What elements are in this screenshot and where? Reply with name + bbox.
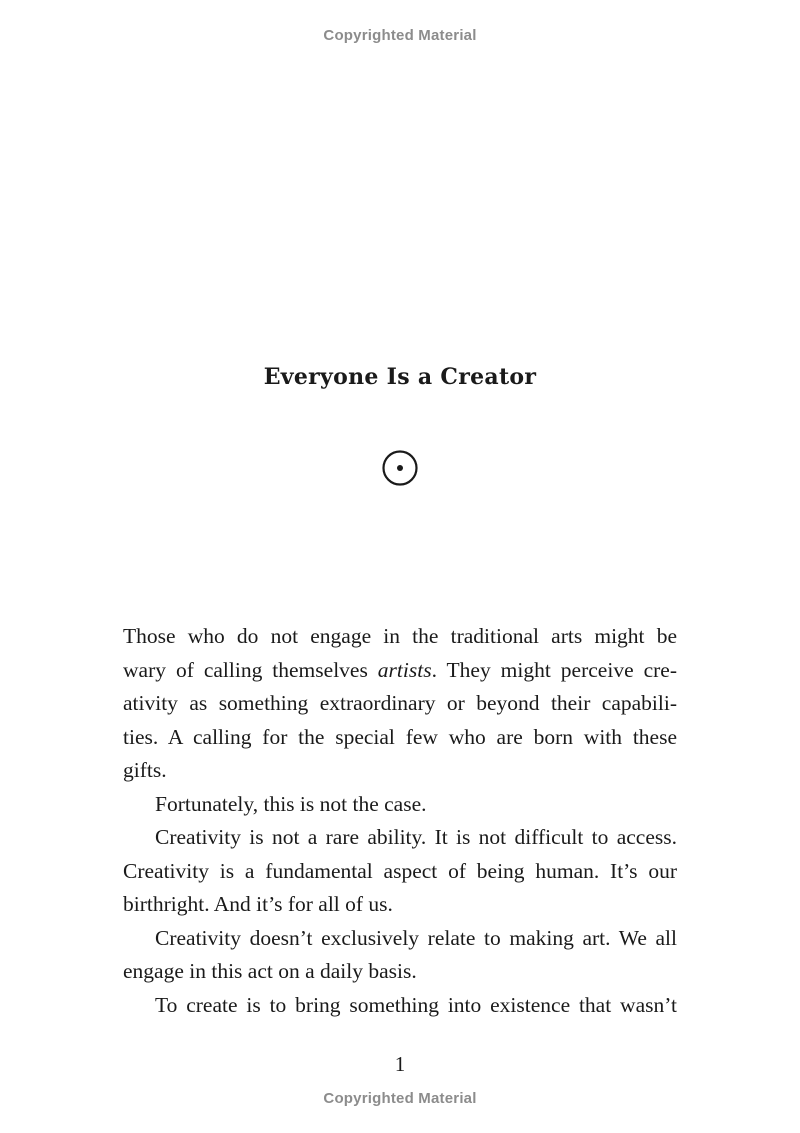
paragraph-3 [123, 821, 677, 922]
emphasis-artists: artists [377, 657, 432, 682]
body-text [123, 620, 677, 1022]
paragraph-5 [123, 989, 677, 1023]
copyright-watermark-bottom: Copyrighted Material [323, 1090, 477, 1107]
text-line: Creativity doesn’t exclusively relate to making art. We all [155, 925, 677, 950]
paragraph-1 [123, 620, 677, 788]
paragraph-4 [123, 922, 677, 989]
copyright-watermark-top: Copyrighted Material [323, 27, 477, 44]
text-line: ties. A calling for the special few who are born with these [123, 724, 677, 749]
text-line: Those who do not engage in the traditional arts might be [123, 624, 677, 648]
circled-dot-icon [382, 450, 418, 486]
text-line: Creativity is a fundamental aspect of being human. It’s our [123, 858, 677, 883]
text-line: To create is to bring something into existence that wasn’t [155, 992, 677, 1017]
text-line: birthright. And it’s for all of us. [123, 892, 393, 916]
text-line: engage in this act on a daily basis. [123, 959, 417, 983]
text-line: gifts. [123, 758, 167, 782]
chapter-title: Everyone Is a Creator [263, 364, 537, 390]
paragraph-2: Fortunately, this is not the case. [155, 791, 427, 816]
text-line: ativity as something extraordinary or beyond their capabili- [123, 691, 677, 715]
text-line [123, 654, 677, 688]
text-line: Creativity is not a rare ability. It is not difficult to access. [155, 825, 677, 849]
page-number: 1 [394, 1052, 406, 1076]
text-span: . They might perceive cre- [431, 657, 677, 682]
text-span: wary of calling themselves [123, 657, 378, 682]
